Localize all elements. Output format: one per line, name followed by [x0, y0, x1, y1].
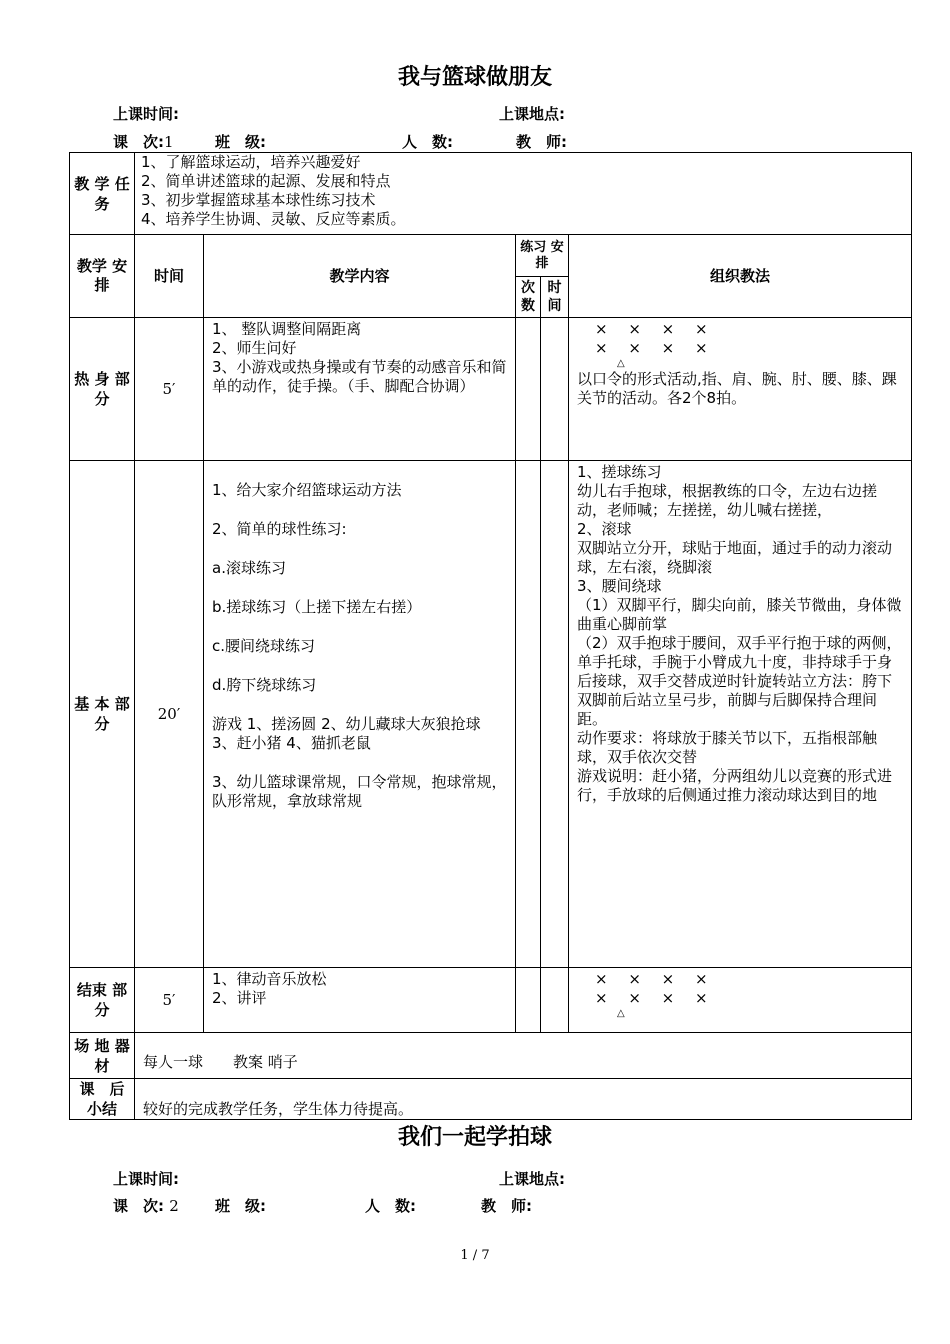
lesson-plan-table	[69, 152, 912, 1120]
ending-row	[70, 968, 912, 1033]
basic-times	[516, 461, 541, 968]
basic-time: 20′	[135, 461, 204, 968]
basic-content	[204, 461, 516, 968]
basic-duration	[541, 461, 569, 968]
page-number: 1 / 7	[460, 1248, 490, 1263]
task-row	[70, 153, 912, 235]
basic-item: 3、幼儿篮球课常规，口令常规，抱球常规，队形常规，拿放球常规	[212, 773, 507, 810]
doc2-class-label: 班 级:	[215, 1197, 266, 1215]
task-item: 4、培养学生协调、灵敏、反应等素质。	[141, 210, 406, 228]
ending-item: 2、讲评	[212, 989, 267, 1007]
header-content: 教学内容	[204, 235, 516, 318]
doc2-lesson	[113, 1195, 179, 1216]
ending-time: 5′	[135, 968, 204, 1033]
doc2-teacher-label: 教 师:	[481, 1197, 532, 1215]
header-times: 次 数	[516, 277, 541, 318]
basic-method-item: 双脚前后站立呈弓步，前脚与后脚保持合理间距。	[577, 691, 878, 728]
equipment-row	[70, 1033, 912, 1079]
header-practice: 练习 安排	[516, 235, 569, 277]
summary-value: 较好的完成教学任务，学生体力待提高。	[135, 1079, 912, 1120]
formation-row: × × × ×	[595, 339, 716, 357]
header-arrange: 教学 安排	[70, 235, 135, 318]
ending-times	[516, 968, 541, 1033]
warmup-row	[70, 318, 912, 461]
basic-method-item: 双脚站立分开，球贴于地面，通过手的动力滚动球，左右滚，绕脚滚	[577, 539, 893, 576]
doc2-time-label: 上课时间:	[113, 1170, 179, 1188]
basic-item: 1、给大家介绍篮球运动方法	[212, 481, 402, 499]
basic-item: b.搓球练习（上搓下搓左右搓）	[212, 598, 422, 616]
basic-method-item: 游戏说明：赶小猪，分两组幼儿以竞赛的形式进行，手放球的后侧通过推力滚动球达到目的地	[577, 767, 893, 804]
basic-method-item: 幼儿右手抱球，根据教练的口令，左边右边搓动，老师喊；左搓搓，幼儿喊右搓搓，	[577, 482, 878, 519]
task-item: 2、简单讲述篮球的起源、发展和特点	[141, 172, 391, 190]
basic-method-item: （2）双手抱球于腰间，双手平行抱于球的两侧，单手托球，手腕于小臂成九十度，非持球手于身后接球，双手交替成逆时针旋转站立方法：胯下	[577, 634, 902, 690]
header-duration: 时 间	[541, 277, 569, 318]
header-time: 时间	[135, 235, 204, 318]
formation-row: × × × ×	[595, 989, 716, 1007]
doc1-count-label: 人 数:	[402, 133, 453, 151]
basic-row	[70, 461, 912, 968]
basic-item: 2、简单的球性练习:	[212, 520, 347, 538]
doc1-lesson-value: 1	[164, 133, 174, 151]
warmup-item: 3、小游戏或热身操或有节奏的动感音乐和简单的动作，徒手操。（手、脚配合协调）	[212, 358, 507, 395]
basic-method-item: （1）双脚平行，脚尖向前，膝关节微曲，身体微曲重心脚前掌	[577, 596, 902, 633]
warmup-time: 5′	[135, 318, 204, 461]
task-item: 1、了解篮球运动，培养兴趣爱好	[141, 153, 361, 171]
warmup-duration	[541, 318, 569, 461]
ending-item: 1、律动音乐放松	[212, 970, 327, 988]
warmup-times	[516, 318, 541, 461]
doc2-lesson-label: 课 次:	[113, 1197, 164, 1215]
basic-method	[569, 461, 912, 968]
doc2-lesson-value: 2	[169, 1197, 179, 1215]
basic-item: c.腰间绕球练习	[212, 637, 316, 655]
doc1-place-label: 上课地点:	[499, 105, 565, 123]
basic-method-item: 1、搓球练习	[577, 463, 662, 481]
doc2-place-label: 上课地点:	[499, 1170, 565, 1188]
summary-row	[70, 1079, 912, 1120]
basic-method-item: 动作要求：将球放于膝关节以下，五指根部触球，双手依次交替	[577, 729, 878, 766]
basic-item: d.胯下绕球练习	[212, 676, 317, 694]
doc2-title: 我们一起学拍球	[397, 1125, 552, 1150]
warmup-method-text: 以口令的形式活动,指、肩、腕、肘、腰、膝、踝关节的活动。各2个8拍。	[577, 370, 897, 407]
doc1-title: 我与篮球做朋友	[397, 65, 552, 90]
doc1-time-label: 上课时间:	[113, 105, 179, 123]
task-list	[135, 153, 912, 235]
basic-label: 基 本 部 分	[70, 461, 135, 968]
doc1-lesson-label: 课 次:	[113, 133, 164, 151]
warmup-content	[204, 318, 516, 461]
header-row	[70, 235, 912, 277]
equipment-value: 每人一球 教案 哨子	[135, 1033, 912, 1079]
basic-item: 游戏 1、搓汤圆 2、幼儿藏球大灰狼抢球 3、赶小猪 4、猫抓老鼠	[212, 715, 481, 752]
teacher-marker-icon: △	[617, 358, 625, 369]
basic-method-item: 3、腰间绕球	[577, 577, 662, 595]
basic-item: a.滚球练习	[212, 559, 286, 577]
doc2-count-label: 人 数:	[365, 1197, 416, 1215]
header-method: 组织教法	[569, 235, 912, 318]
formation-row: × × × ×	[595, 320, 716, 338]
warmup-item: 2、师生问好	[212, 339, 297, 357]
basic-method-item: 2、滚球	[577, 520, 632, 538]
ending-duration	[541, 968, 569, 1033]
ending-method	[569, 968, 912, 1033]
ending-content	[204, 968, 516, 1033]
warmup-label: 热 身 部 分	[70, 318, 135, 461]
doc1-lesson	[113, 131, 174, 152]
formation-row: × × × ×	[595, 970, 716, 988]
warmup-method	[569, 318, 912, 461]
doc1-teacher-label: 教 师:	[516, 133, 567, 151]
summary-label: 课 后 小结	[70, 1079, 135, 1120]
ending-label: 结束 部分	[70, 968, 135, 1033]
warmup-item: 1、 整队调整间隔距离	[212, 320, 362, 338]
doc1-class-label: 班 级:	[215, 133, 266, 151]
task-header: 教 学 任务	[70, 153, 135, 235]
task-item: 3、初步掌握篮球基本球性练习技术	[141, 191, 376, 209]
equipment-label: 场 地 器材	[70, 1033, 135, 1079]
teacher-marker-icon: △	[617, 1008, 625, 1019]
